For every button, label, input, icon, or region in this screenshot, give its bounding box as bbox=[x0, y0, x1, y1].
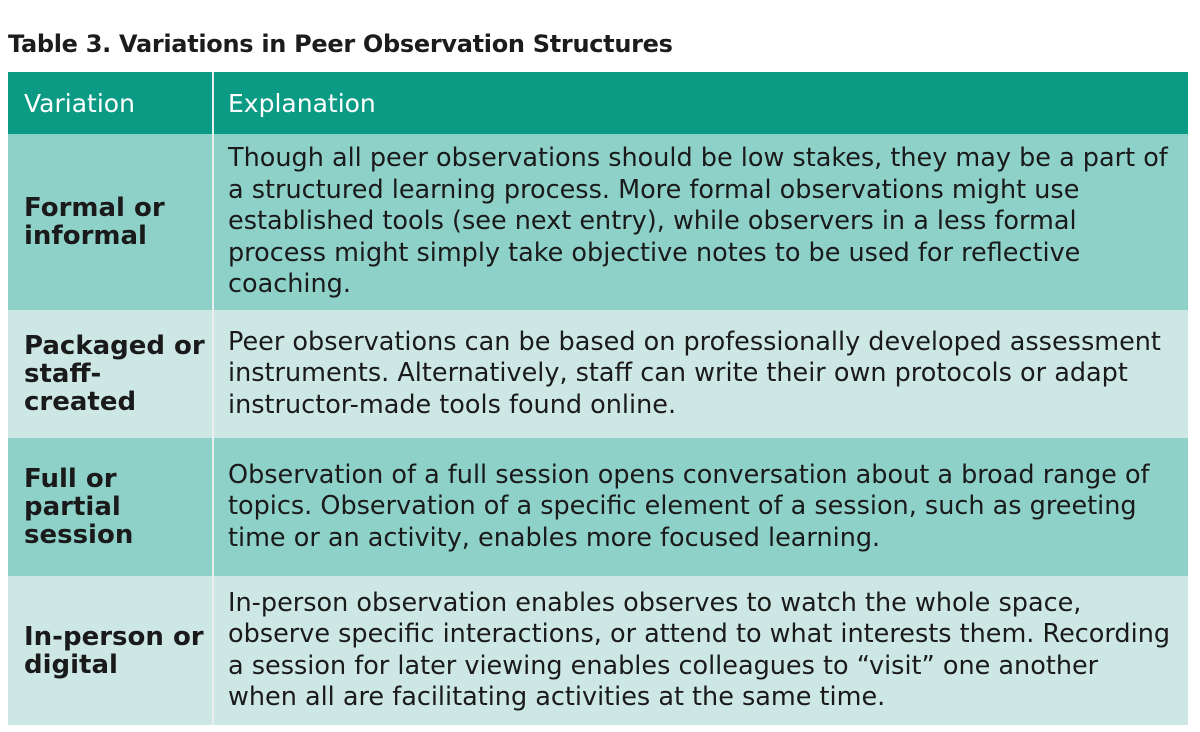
table-row-variation bbox=[8, 576, 212, 725]
table-row-variation bbox=[8, 134, 212, 310]
variation-line: Full or partial bbox=[24, 464, 121, 522]
variation-line: informal bbox=[24, 221, 147, 251]
peer-observation-table bbox=[8, 72, 1188, 725]
table-row-explanation: Observation of a full session opens conversation about a broad range of topics. Observation of a specific element of a session, such as greeting time or an activity, enables more focused learning. bbox=[214, 438, 1188, 576]
table-caption: Table 3. Variations in Peer Observation Structures bbox=[8, 30, 673, 58]
variation-line: session bbox=[24, 520, 134, 550]
table-row-explanation: Though all peer observations should be low stakes, they may be a part of a structured learning process. More formal observations might use established tools (see next entry), while observers in a less formal process might simply take objective notes to be used for reflective coaching. bbox=[214, 134, 1188, 310]
variation-line: In-person or bbox=[24, 621, 204, 652]
table-row-variation bbox=[8, 438, 212, 576]
column-header-variation: Variation bbox=[8, 72, 212, 134]
table-row-explanation: In-person observation enables observes to watch the whole space, observe specific interactions, or attend to what interests them. Recording a session for later viewing enables colleagues to “visit” one another when all are facilitating activities at the same time. bbox=[214, 576, 1188, 725]
table-row-variation bbox=[8, 310, 212, 438]
variation-line: Packaged or bbox=[24, 331, 205, 361]
column-header-explanation: Explanation bbox=[214, 72, 1188, 134]
variation-line: Formal or bbox=[24, 193, 165, 223]
variation-line: staff-created bbox=[24, 359, 137, 417]
table-row-explanation: Peer observations can be based on professionally developed assessment instruments. Alternatively, staff can write their own protocols or adapt instructor-made tools found online. bbox=[214, 310, 1188, 438]
variation-line: digital bbox=[24, 649, 118, 680]
